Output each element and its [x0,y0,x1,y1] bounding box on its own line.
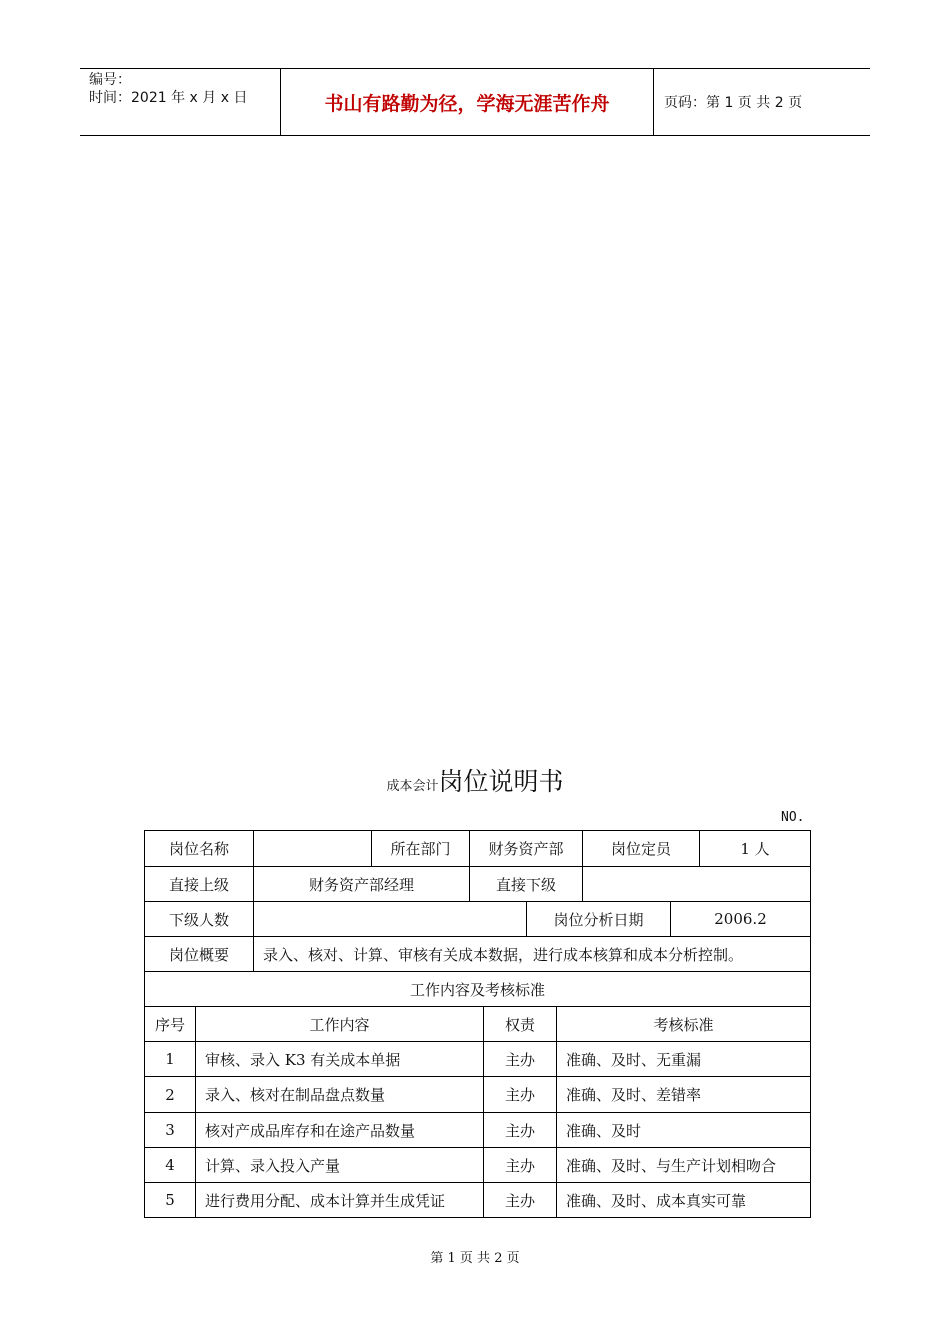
header-meta [80,69,281,135]
position-name-value [254,831,372,866]
document-title [0,762,950,798]
col-header-role: 权责 [484,1007,557,1041]
table-row [145,902,810,937]
task-content: 审核、录入 K3 有关成本单据 [196,1042,484,1076]
table-header-row [145,1007,810,1042]
headcount-value: 1 人 [740,840,770,858]
table-row [145,1148,810,1183]
header-page-info: 页码：第 1 页 共 2 页 [664,95,803,111]
col-header-no: 序号 [145,1007,196,1041]
sub-count-value [254,902,527,936]
task-no: 5 [145,1183,196,1217]
table-row [145,831,810,867]
analysis-date-value: 2006.2 [714,910,767,928]
subordinate-label: 直接下级 [470,867,583,901]
task-no: 4 [145,1148,196,1182]
task-content: 计算、录入投入产量 [196,1148,484,1182]
headcount-label: 岗位定员 [583,831,700,866]
table-row [145,937,810,972]
task-content: 进行费用分配、成本计算并生成凭证 [196,1183,484,1217]
task-standard: 准确、及时 [566,1121,642,1140]
task-role: 主办 [484,1113,557,1147]
summary-label: 岗位概要 [145,937,254,971]
position-name-label: 岗位名称 [145,831,254,866]
task-standard: 准确、及时、与生产计划相吻合 [566,1156,777,1175]
department-label: 所在部门 [372,831,470,866]
analysis-date-label: 岗位分析日期 [527,902,671,936]
doc-number: NO. [781,810,805,825]
department-value: 财务资产部 [470,831,583,866]
task-standard: 准确、及时、成本真实可靠 [566,1191,747,1210]
section-title: 工作内容及考核标准 [409,980,545,999]
code-label: 编号： [89,72,131,88]
task-standard: 准确、及时、无重漏 [566,1050,702,1069]
task-no: 3 [145,1113,196,1147]
task-standard: 准确、及时、差错率 [566,1086,702,1104]
table-row [145,972,810,1007]
task-role: 主办 [484,1183,557,1217]
page-header [80,68,870,136]
date-line: 时间：2021 年 x 月 x 日 [89,90,248,106]
task-role: 主办 [484,1148,557,1182]
job-description-table [144,830,811,1218]
task-content: 录入、核对在制品盘点数量 [196,1077,484,1112]
supervisor-value: 财务资产部经理 [254,867,470,901]
title-prefix: 成本会计 [386,779,439,794]
col-header-standard: 考核标准 [653,1015,714,1034]
page-footer: 第 1 页 共 2 页 [430,1251,520,1266]
table-row [145,1113,810,1148]
table-row [145,1077,810,1113]
task-no: 1 [145,1042,196,1076]
sub-count-label: 下级人数 [145,902,254,936]
task-content: 核对产成品库存和在途产品数量 [196,1113,484,1147]
task-no: 2 [145,1077,196,1112]
header-motto: 书山有路勤为径，学海无涯苦作舟 [281,69,654,135]
col-header-content: 工作内容 [196,1007,484,1041]
subordinate-value [583,867,810,901]
task-role: 主办 [484,1042,557,1076]
table-row [145,867,810,902]
task-role: 主办 [484,1077,557,1112]
supervisor-label: 直接上级 [145,867,254,901]
title-main: 岗位说明书 [438,767,564,796]
table-row [145,1183,810,1217]
summary-value: 录入、核对、计算、审核有关成本数据，进行成本核算和成本分析控制。 [263,945,744,964]
table-row [145,1042,810,1077]
